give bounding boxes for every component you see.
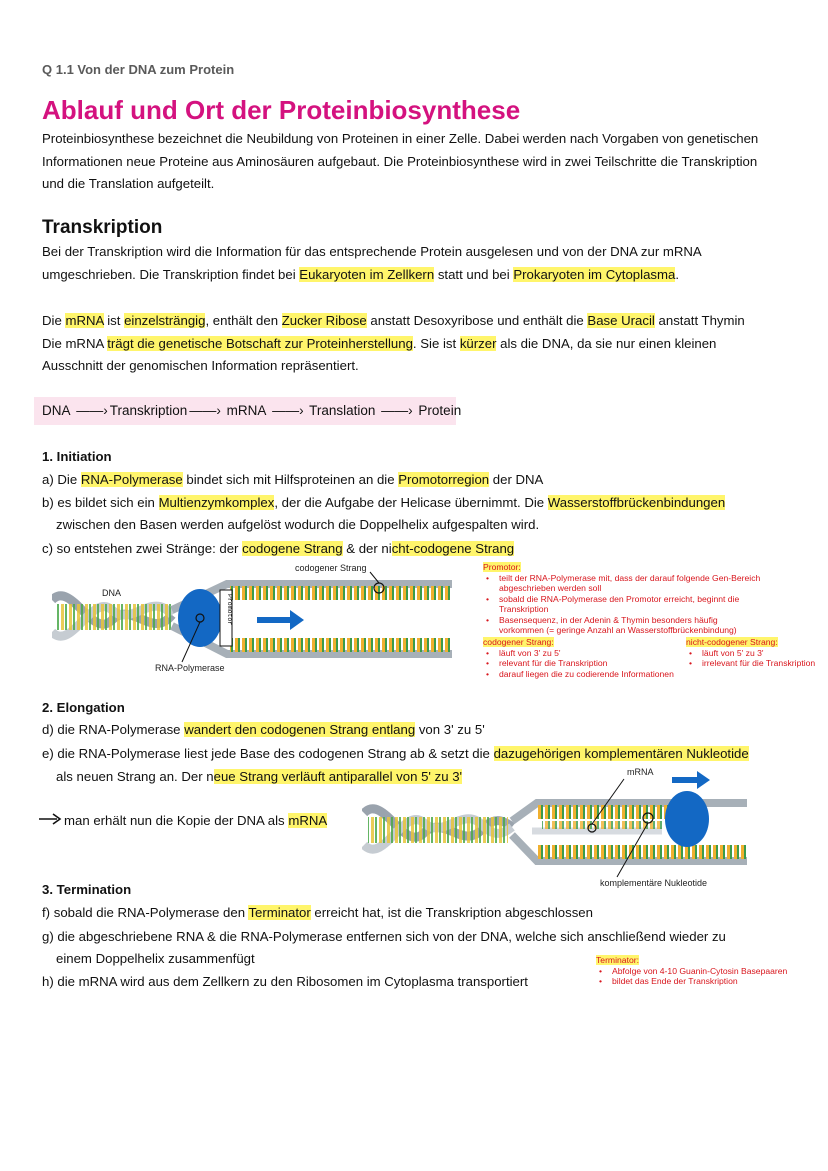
- note-item: • teilt der RNA-Polymerase mit, dass der darauf folgende Gen-Bereich abgeschrieben werden soll: [483, 573, 763, 594]
- text-span: als neuen Strang an. Der n: [56, 769, 214, 784]
- flow-arrow-icon: ——›: [189, 403, 221, 418]
- section-heading-initiation: 1. Initiation: [42, 449, 112, 464]
- section-heading-elongation: 2. Elongation: [42, 700, 125, 715]
- highlight-nukleotide: dazugehörigen komplementären Nukleotide: [493, 746, 749, 761]
- text-span: anstatt Desoxyribose und enthält die: [366, 313, 588, 328]
- highlight-ribose: Zucker Ribose: [281, 313, 367, 328]
- note-promotor: [483, 562, 763, 636]
- text-span: erreicht hat, ist die Transkription abgeschlossen: [310, 905, 593, 920]
- flow-arrow-icon: ——›: [76, 403, 108, 418]
- course-label: Q 1.1 Von der DNA zum Protein: [42, 62, 235, 77]
- process-flow-bar: [34, 397, 462, 425]
- elongation-diagram: [362, 765, 757, 890]
- text-line: [42, 310, 817, 333]
- intro-line: Proteinbiosynthese bezeichnet die Neubildung von Proteinen in einer Zelle. Dabei werden nach Vorgaben von genetischen: [42, 131, 759, 146]
- text-span: & der ni: [342, 541, 392, 556]
- text-span: . Sie ist: [412, 335, 460, 351]
- label-codogener-strang: codogener Strang: [295, 563, 367, 573]
- text-span: b) es bildet sich ein: [42, 495, 159, 510]
- dna-helix: [52, 596, 172, 636]
- text-line: [42, 333, 817, 356]
- initiation-c: [42, 541, 514, 556]
- highlight-wandert: wandert den codogenen Strang entlang: [184, 722, 416, 737]
- highlight-promotorregion: Promotorregion: [398, 472, 490, 487]
- flow-mrna: mRNA: [226, 403, 267, 418]
- elongation-d: [42, 722, 485, 737]
- initiation-a: [42, 472, 543, 487]
- text-span: , enthält den: [205, 313, 282, 328]
- note-item: • sobald die RNA-Polymerase den Promotor erreicht, beginnt die Transkription: [483, 594, 763, 615]
- section-heading-transkription: Transkription: [42, 217, 163, 238]
- arrow-right-icon: [38, 813, 64, 828]
- termination-h: h) die mRNA wird aus dem Zellkern zu den Ribosomen im Cytoplasma transportiert: [42, 974, 528, 989]
- transkription-paragraph-2: [42, 310, 817, 378]
- note-title: Terminator:: [596, 955, 639, 965]
- rna-polymerase-shape: [178, 589, 222, 647]
- note-item: • relevant für die Transkription: [483, 658, 683, 669]
- direction-arrow-icon: [672, 771, 710, 789]
- rna-polymerase-shape: [665, 791, 709, 847]
- page-title: Ablauf und Ort der Proteinbiosynthese: [42, 95, 521, 125]
- text-line: [42, 264, 812, 287]
- highlight-wasserstoff: Wasserstoffbrückenbindungen: [547, 495, 726, 510]
- label-mrna: mRNA: [627, 767, 654, 777]
- intro-line: und die Translation aufgeteilt.: [42, 176, 215, 191]
- label-dna: DNA: [102, 588, 122, 598]
- text-span: von 3' zu 5': [415, 722, 485, 737]
- label-komplementaere-nukleotide: komplementäre Nukleotide: [600, 878, 708, 888]
- note-title: nicht-codogener Strang:: [686, 637, 778, 647]
- intro-paragraph: [42, 128, 802, 196]
- highlight-multienzymkomplex: Multienzymkomplex: [158, 495, 275, 510]
- elongation-result: [38, 813, 327, 828]
- text-span: Die: [42, 313, 66, 328]
- text-span: d) die RNA-Polymerase: [42, 722, 185, 737]
- highlight-result-mrna: mRNA: [288, 813, 328, 828]
- text-span: a) Die: [42, 472, 81, 487]
- text-span: , der die Aufgabe der Helicase übernimmt. Die: [274, 495, 548, 510]
- text-span: ist: [103, 313, 125, 328]
- note-title: Promotor:: [483, 562, 521, 572]
- elongation-e: [42, 746, 749, 761]
- note-codogen: [483, 637, 683, 679]
- highlight-einzelstraengig: einzelsträngig: [124, 313, 206, 328]
- text-line: Ausschnitt der genomischen Information repräsentiert.: [42, 358, 359, 373]
- note-item: • läuft von 3' zu 5': [483, 648, 683, 659]
- label-rna-polymerase: RNA-Polymerase: [155, 663, 225, 673]
- note-item: • darauf liegen die zu codierende Informationen: [483, 669, 683, 680]
- highlight-prokaryoten: Prokaryoten im Cytoplasma: [513, 266, 676, 282]
- note-item: • Basensequenz, in der Adenin & Thymin besonders häufig vorkommen (= geringe Anzahl an Wasserstoffbrückenbindung): [483, 615, 763, 636]
- text-span: man erhält nun die Kopie der DNA als: [64, 813, 289, 828]
- text-span: anstatt Thymin: [654, 313, 745, 328]
- flow-translation: Translation: [309, 403, 376, 418]
- flow-dna: DNA: [42, 403, 71, 418]
- text-span: statt und bei: [434, 266, 514, 282]
- note-title: codogener Strang:: [483, 637, 554, 647]
- initiation-b-cont: zwischen den Basen werden aufgelöst wodurch die Doppelhelix aufgespalten wird.: [56, 517, 540, 532]
- flow-protein: Protein: [418, 403, 462, 418]
- note-item: • Abfolge von 4-10 Guanin-Cytosin Basepaaren: [596, 966, 816, 977]
- highlight-uracil: Base Uracil: [587, 313, 655, 328]
- flow-transkription: Transkription: [109, 403, 188, 418]
- section-heading-termination: 3. Termination: [42, 882, 132, 897]
- dna-helix: [364, 809, 512, 849]
- highlight-codogen: codogene Strang: [242, 541, 343, 556]
- highlight-rna-polymerase: RNA-Polymerase: [80, 472, 183, 487]
- text-span: als die DNA, da sie nur einen kleinen: [496, 335, 717, 351]
- label-promotor: Promotor: [226, 594, 233, 626]
- initiation-diagram: [52, 560, 462, 678]
- text-span: .: [675, 266, 679, 282]
- text-span: Die mRNA: [42, 335, 108, 351]
- text-span: e) die RNA-Polymerase liest jede Base des codogenen Strang ab & setzt die: [42, 746, 494, 761]
- note-nicht-codogen: [686, 637, 826, 669]
- text-span: der DNA: [489, 472, 544, 487]
- transkription-paragraph-1: [42, 241, 812, 286]
- termination-g-cont: einem Doppelhelix zusammenfügt: [56, 951, 255, 966]
- initiation-b: [42, 495, 725, 510]
- note-item: • bildet das Ende der Transkription: [596, 976, 816, 987]
- termination-f: [42, 905, 593, 920]
- highlight-nicht-codogen: cht-codogene Strang: [391, 541, 515, 556]
- flow-arrow-icon: ——›: [381, 403, 413, 418]
- termination-g: g) die abgeschriebene RNA & die RNA-Polymerase entfernen sich von der DNA, welche sich anschließend wieder zu: [42, 929, 726, 944]
- highlight-terminator: Terminator: [248, 905, 311, 920]
- direction-arrow-icon: [257, 610, 304, 630]
- highlight-antiparallel: eue Strang verläuft antiparallel von 5' zu 3': [213, 769, 463, 784]
- flow-arrow-icon: ——›: [272, 403, 304, 418]
- note-terminator: [596, 955, 816, 987]
- highlight-kuerzer: kürzer: [459, 335, 497, 351]
- text-line: Bei der Transkription wird die Information für das entsprechende Protein ausgelesen und von der DNA zur mRNA: [42, 244, 702, 259]
- text-span: umgeschrieben. Die Transkription findet bei: [42, 266, 300, 282]
- text-span: c) so entstehen zwei Stränge: der: [42, 541, 243, 556]
- text-span: bindet sich mit Hilfsproteinen an die: [182, 472, 399, 487]
- note-item: • läuft von 5' zu 3': [686, 648, 826, 659]
- intro-line: Informationen neue Proteine aus Aminosäuren aufgebaut. Die Proteinbiosynthese wird in zwei Teilschritte die Transkription: [42, 153, 758, 169]
- highlight-eukaryoten: Eukaryoten im Zellkern: [299, 266, 435, 282]
- highlight-mrna: mRNA: [65, 313, 104, 328]
- text-span: f) sobald die RNA-Polymerase den: [42, 905, 249, 920]
- note-item: • irrelevant für die Transkription: [686, 658, 826, 669]
- highlight-botschaft: trägt die genetische Botschaft zur Proteinherstellung: [107, 335, 413, 351]
